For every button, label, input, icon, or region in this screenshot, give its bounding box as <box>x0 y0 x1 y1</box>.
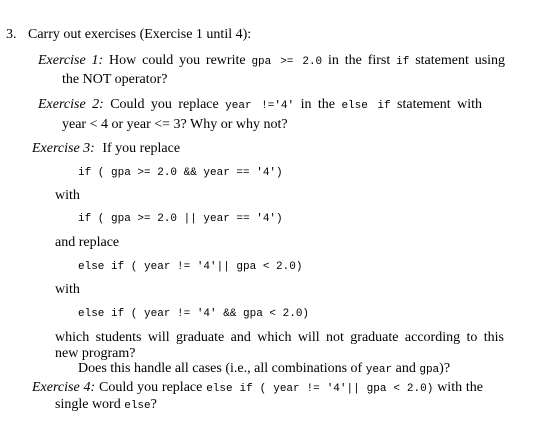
code-line-3: else if ( year != '4'|| gpa < 2.0) <box>78 261 303 273</box>
text: )? <box>439 361 451 376</box>
question-line-3 <box>78 360 450 379</box>
exercise-4-line-2 <box>55 396 157 415</box>
question-line-1: which students will graduate and which will not graduate according to this <box>55 330 504 345</box>
code-inline: year <box>365 364 393 376</box>
text: statement using <box>415 53 506 68</box>
exercise-4-label: Exercise 4: <box>32 380 96 395</box>
and-replace-label: and replace <box>55 235 120 250</box>
code-inline: else <box>124 400 151 412</box>
text: If you replace <box>102 141 181 156</box>
question-line-2: new program? <box>55 346 136 361</box>
text: Could you replace <box>110 97 219 112</box>
text: in the first <box>328 53 391 68</box>
text: single word <box>55 397 121 412</box>
section-number: 3. <box>6 27 17 42</box>
code-inline: if <box>396 56 410 68</box>
text: in the <box>300 97 335 112</box>
section-title: Carry out exercises (Exercise 1 until 4): <box>28 27 252 42</box>
section-heading <box>6 26 251 43</box>
exercise-1-label: Exercise 1: <box>38 53 104 68</box>
exercise-2-label: Exercise 2: <box>38 97 104 112</box>
text: Does this handle all cases (i.e., all combinations of <box>78 361 363 376</box>
code-inline: gpa >= 2.0 <box>251 56 323 68</box>
with-label-1: with <box>55 188 80 203</box>
text: statement with <box>397 97 483 112</box>
text: and <box>395 361 416 376</box>
exercise-2-line-2: year < 4 or year <= 3? Why or why not? <box>62 117 288 132</box>
with-label-2: with <box>55 282 80 297</box>
text: Could you replace <box>99 380 203 395</box>
code-line-1: if ( gpa >= 2.0 && year == '4') <box>78 167 283 179</box>
exercise-1-line-1 <box>38 52 505 71</box>
code-inline: gpa <box>419 364 440 376</box>
exercise-2-line-1 <box>38 96 482 115</box>
exercise-3-label: Exercise 3: <box>32 141 95 156</box>
code-line-4: else if ( year != '4' && gpa < 2.0) <box>78 308 310 320</box>
exercise-3-line-1 <box>32 140 180 157</box>
code-inline: else if ( year != '4'|| gpa < 2.0) <box>206 383 434 395</box>
code-inline: else if <box>341 100 391 112</box>
text: with the <box>437 380 484 395</box>
code-line-2: if ( gpa >= 2.0 || year == '4') <box>78 213 283 225</box>
code-inline: year !='4' <box>225 100 295 112</box>
exercise-1-line-2: the NOT operator? <box>62 72 168 87</box>
text: ? <box>150 397 157 412</box>
text: How could you rewrite <box>109 53 246 68</box>
